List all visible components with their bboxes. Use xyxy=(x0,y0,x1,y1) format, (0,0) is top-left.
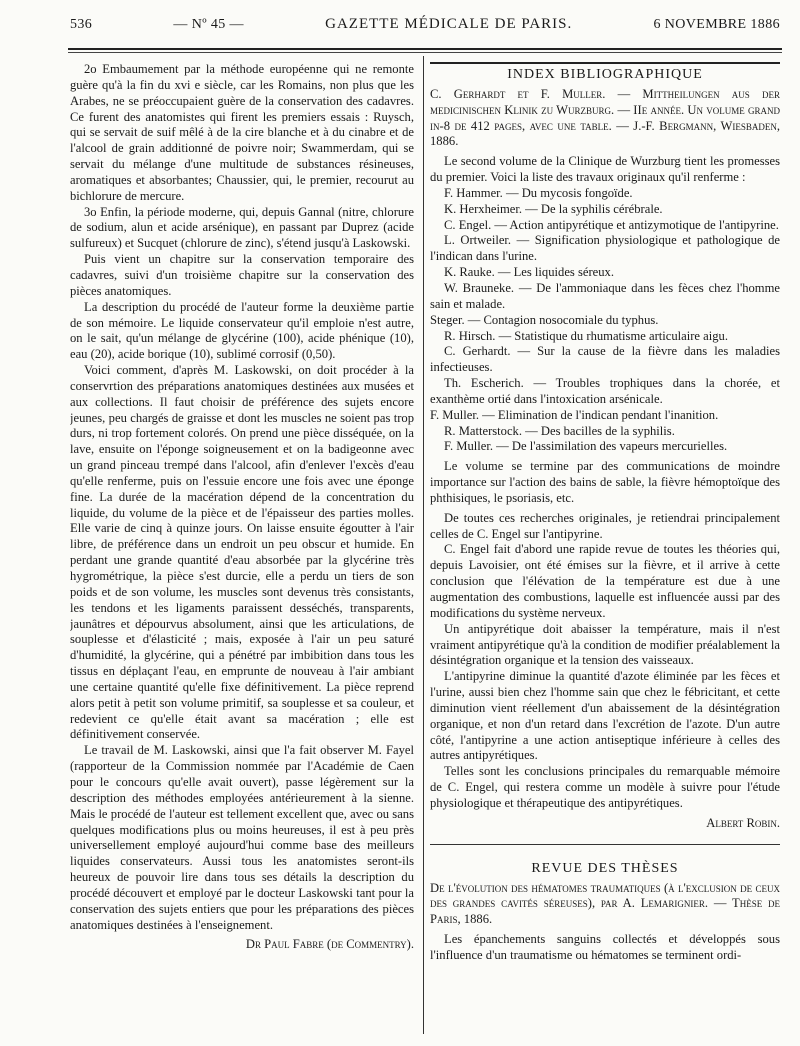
signature-fabre: Dr Paul Fabre (de Commentry). xyxy=(245,937,414,952)
header-rule xyxy=(68,48,782,50)
work-item: R. Hirsch. — Statistique du rhumatisme articulaire aigu. xyxy=(444,328,728,343)
work-item: F. Hammer. — Du mycosis fongoïde. xyxy=(444,185,633,200)
paragraph-preparations: Voici comment, d'après M. Laskowski, on doit procéder à la conservrtion des préparations anatomiques destinées aux musées et aux collections. Il faut choisir de préférence des sujets encore jeunes, peu chargés de graisse et dont les muscles ne soient pas trop durs, ni trop fortement colorés. On prend une pièce disséquée, on la lave, ensuite on l'éponge soigneusement et on la badigeonne avec un grand pinceau trempé dans l'alcool, afin d'enlever l'excès d'eau qu'elle renferme, puis on l'essuie encore une fois avec une éponge fine. La durée de la macération dépend de la concentration du liquide, du volume de la pièce et de l'épaisseur des parties molles. Elle varie de cinq à quinze jours. On laisse ensuite égoutter à l'air libre, de préférence dans un endroit un peu obscur et humide. En perdant une grande quantité d'eau absorbée par la glycérine très hygrométrique, la pièce s'est durcie, elle a perdu un tiers de son poids et de son volume, les muscles sont devenus très consistants, les tendons et les ligaments paraissent desséchés, transparents, jaunâtres et dépourvus absolument, ainsi que les articulations, de souplesse et d'élasticité ; mais, exposée à l'air un peu saturé d'humidité, la glycérine, qui a pénétré par imbibition dans tous les tissus en déplaçant l'eau, en emprunte de nouveau à l'air ambiant une certaine quantité qu'elle fixe définitivement. La pièce reprend alors petit à petit son volume primitif, sa souplesse et sa couleur, et redevient ce qu'elle était avant sa macération ; elle est définitivement conservée. xyxy=(70,363,414,742)
paragraph-embaumement: 2o Embaumement par la méthode européenne qui ne remonte guère qu'à la fin du xvi e siècle, car les Romains, non plus que les Arabes, ne se préoccupaient guère de la conservation des cadavres. Ce furent des anatomistes qui firent les premiers essais : Ruysch, qui se servait de suif mêlé à de la cire blanche et à du cinabre et de l'alcool de grain additionné de poivre noir; Swammerdam, qui se servait du mélange d'une multitude de substances résineuses, aromatiques et absorbantes; Chaussier, qui, le premier, recourut au bichlorure de mercure. xyxy=(70,62,414,203)
theses-title: REVUE DES THÈSES xyxy=(531,860,679,876)
signature-robin: Albert Robin. xyxy=(706,815,780,830)
left-column xyxy=(70,62,414,1028)
paragraph-engel-revue: C. Engel fait d'abord une rapide revue de toutes les théories qui, depuis Lavoisier, ont été émises sur la fièvre, et il arrive à cette conclusion que l'élévation de la température est due à une augmentation des combustions, laquelle est influencée aussi par des modifications du système nerveux. xyxy=(430,542,780,620)
work-item: C. Engel. — Action antipyrétique et antizymotique de l'antipyrine. xyxy=(444,217,779,232)
paragraph-travail: Le travail de M. Laskowski, ainsi que l'a fait observer M. Fayel (rapporteur de la Commission nommée par l'Académie de Caen pour le concours qu'elle avait ouvert), passe légèrement sur la description des méthodes employées antérieurement à la sienne. Mais le procédé de l'auteur est tellement excellent que, avec ou sans quelques modifications plus ou moins heureuses, il est à peu près universellement employé aujourd'hui comme base des meilleurs liquides conservateurs. Aussi tous les anatomistes seront-ils heureux de pouvoir lire dans tous ses détails la description du procédé découvert et employé par le docteur Laskowski tant pour la conservation des sujets entiers que pour les préparations des pièces anatomiques destinées à l'enseignement. xyxy=(70,743,414,932)
paragraph-volume: Le volume se termine par des communications de moindre importance sur l'action des bains de sable, la fièvre hémoptoïque des phthisiques, le psoriasis, etc. xyxy=(430,459,780,505)
work-item: K. Herxheimer. — De la syphilis cérébrale. xyxy=(444,201,663,216)
paragraph-procede: La description du procédé de l'auteur forme la deuxième partie de son mémoire. Le liquide conservateur qu'il emploie n'est autre, on le sait, qu'un mélange de glycérine (100), acide phénique (10), eau (20), acide borique (10), sublimé corrosif (0,50). xyxy=(70,299,414,362)
right-column xyxy=(430,62,780,1038)
index-title: INDEX BIBLIOGRAPHIQUE xyxy=(507,67,703,82)
work-item: Steger. — Contagion nosocomiale du typhus. xyxy=(430,312,659,327)
work-item: K. Rauke. — Les liquides séreux. xyxy=(444,265,614,280)
work-item: C. Gerhardt. — Sur la cause de la fièvre dans les maladies infectieuses. xyxy=(430,344,780,375)
work-item: Th. Escherich. — Troubles trophiques dans la chorée, et exanthème ortié dans l'intoxication arsénicale. xyxy=(430,376,780,406)
work-item: W. Brauneke. — De l'ammoniaque dans les fèces chez l'homme sain et malade. xyxy=(430,280,780,311)
paragraph-antipyrine: L'antipyrine diminue la quantité d'azote éliminée par les fèces et l'urine, aussi bien chez l'homme sain que chez le fébricitant, et cette diminution vient réellement d'un abaissement de la désintégration organique, et non d'un retard dans l'excrétion de l'azote. D'un autre côté, l'antipyrine a une action antiseptique inférieure à celles des autres antipyrétiques. xyxy=(430,669,780,763)
paragraph-recherches: De toutes ces recherches originales, je retiendrai principalement celles de C. Engel sur l'antipyrine. xyxy=(430,510,780,541)
work-item: L. Ortweiler. — Signification physiologique et pathologique de l'indican dans l'urine. xyxy=(430,233,780,264)
bibliographic-reference: C. Gerhardt et F. Muller. — Mittheilungen aus der medicinischen Klinik zu Wurzburg. — IIe année. Un volume grand in-8 de 412 pages, avec une table. — J.-F. Bergmann, Wiesbaden, 1886. xyxy=(430,86,780,149)
journal-title: GAZETTE MÉDICALE DE PARIS. xyxy=(325,16,573,32)
issue-number: — Nº 45 — xyxy=(173,17,244,32)
page-header xyxy=(70,16,780,46)
paragraph-conservation-temporaire: Puis vient un chapitre sur la conservation temporaire des cadavres, suivi d'un troisième chapitre sur la conservation des pièces anatomiques. xyxy=(70,252,414,298)
thesis-paragraph: Les épanchements sanguins collectés et développés sous l'influence d'un traumatisme ou hématomes se terminent ordi- xyxy=(430,932,780,962)
issue-date: 6 NOVEMBRE 1886 xyxy=(653,17,780,32)
index-top-rule xyxy=(430,62,780,64)
work-item: F. Muller. — Elimination de l'indican pendant l'inanition. xyxy=(430,407,719,422)
paragraph-periode-moderne: 3o Enfin, la période moderne, qui, depuis Gannal (nitre, chlorure de sodium, alun et acide arsénique), en passant par Duprez (acide sulfureux) et Sucquet (chlorure de zinc), s'étend jusqu'à Laskowski. xyxy=(70,204,414,251)
column-divider xyxy=(423,56,424,1034)
paragraph-conclusions: Telles sont les conclusions principales du remarquable mémoire de C. Engel, qui restera comme un modèle à suivre pour l'étude physiologique et thérapeutique des antipyrétiques. xyxy=(430,764,780,810)
thesis-reference: De l'évolution des hématomes traumatiques (à l'exclusion de ceux des grandes cavités séreuses), par A. Lemarignier. — Thèse de Paris, 1886. xyxy=(430,880,780,927)
header-rule-thin xyxy=(68,52,782,53)
index-intro: Le second volume de la Clinique de Wurzburg tient les promesses du premier. Voici la liste des travaux originaux qu'il renferme : xyxy=(430,154,780,185)
paragraph-antipyretique: Un antipyrétique doit abaisser la température, mais il n'est vraiment antipyrétique qu'à la condition de modifier préalablement la désintégration organique et la tension des vaisseaux. xyxy=(430,621,780,668)
page-number: 536 xyxy=(70,17,93,32)
section-rule xyxy=(430,844,780,845)
work-item: F. Muller. — De l'assimilation des vapeurs mercurielles. xyxy=(444,439,728,454)
work-item: R. Matterstock. — Des bacilles de la syphilis. xyxy=(444,423,675,438)
